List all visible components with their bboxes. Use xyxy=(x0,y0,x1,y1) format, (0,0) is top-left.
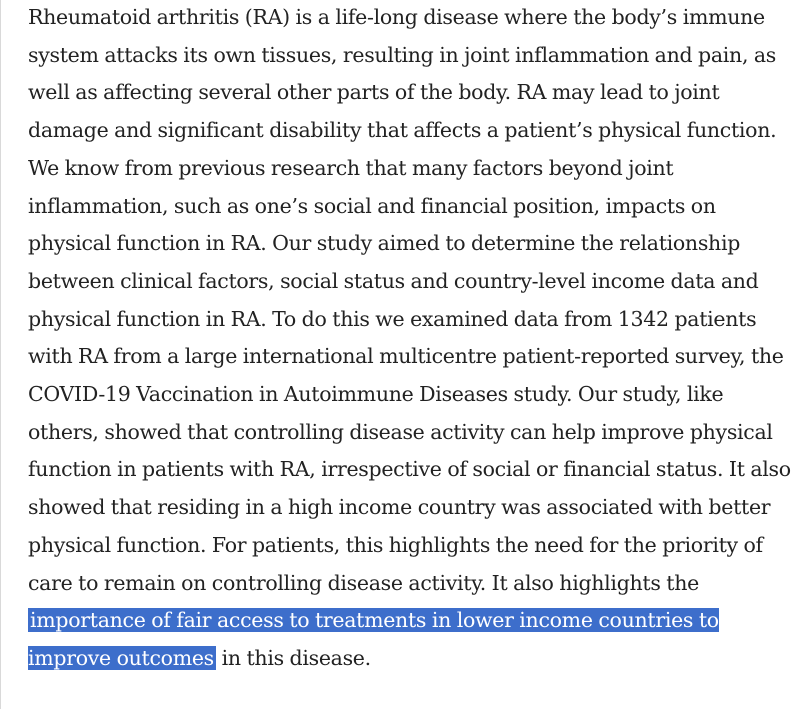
selected-text-highlight[interactable]: importance of fair access to treatments in lower income countries to improve outcomes xyxy=(28,608,719,670)
left-border-rule xyxy=(0,0,1,709)
paragraph-text-after: in this disease. xyxy=(221,645,371,670)
paragraph-text-before: Rheumatoid arthritis (RA) is a life-long disease where the body’s immune system attacks its own tissues, resulting in joint inflammation and pain, as well as affecting several other parts of the body. RA may lead to joint damage and significant disability that affects a patient’s physical function. We know from previous research that many factors beyond joint inflammation, such as one’s social and financial position, impacts on physical function in RA. Our study aimed to determine the relationship between clinical factors, social status and country-level income data and physical function in RA. To do this we examined data from 1342 patients with RA from a large international multicentre patient-reported survey, the COVID-19 Vaccination in Autoimmune Diseases study. Our study, like others, showed that controlling disease activity can help improve physical function in patients with RA, irrespective of social or financial status. It also showed that residing in a high income country was associated with better physical function. For patients, this highlights the need for the priority of care to remain on controlling disease activity. It also highlights the xyxy=(28,5,791,595)
article-paragraph xyxy=(28,0,798,678)
